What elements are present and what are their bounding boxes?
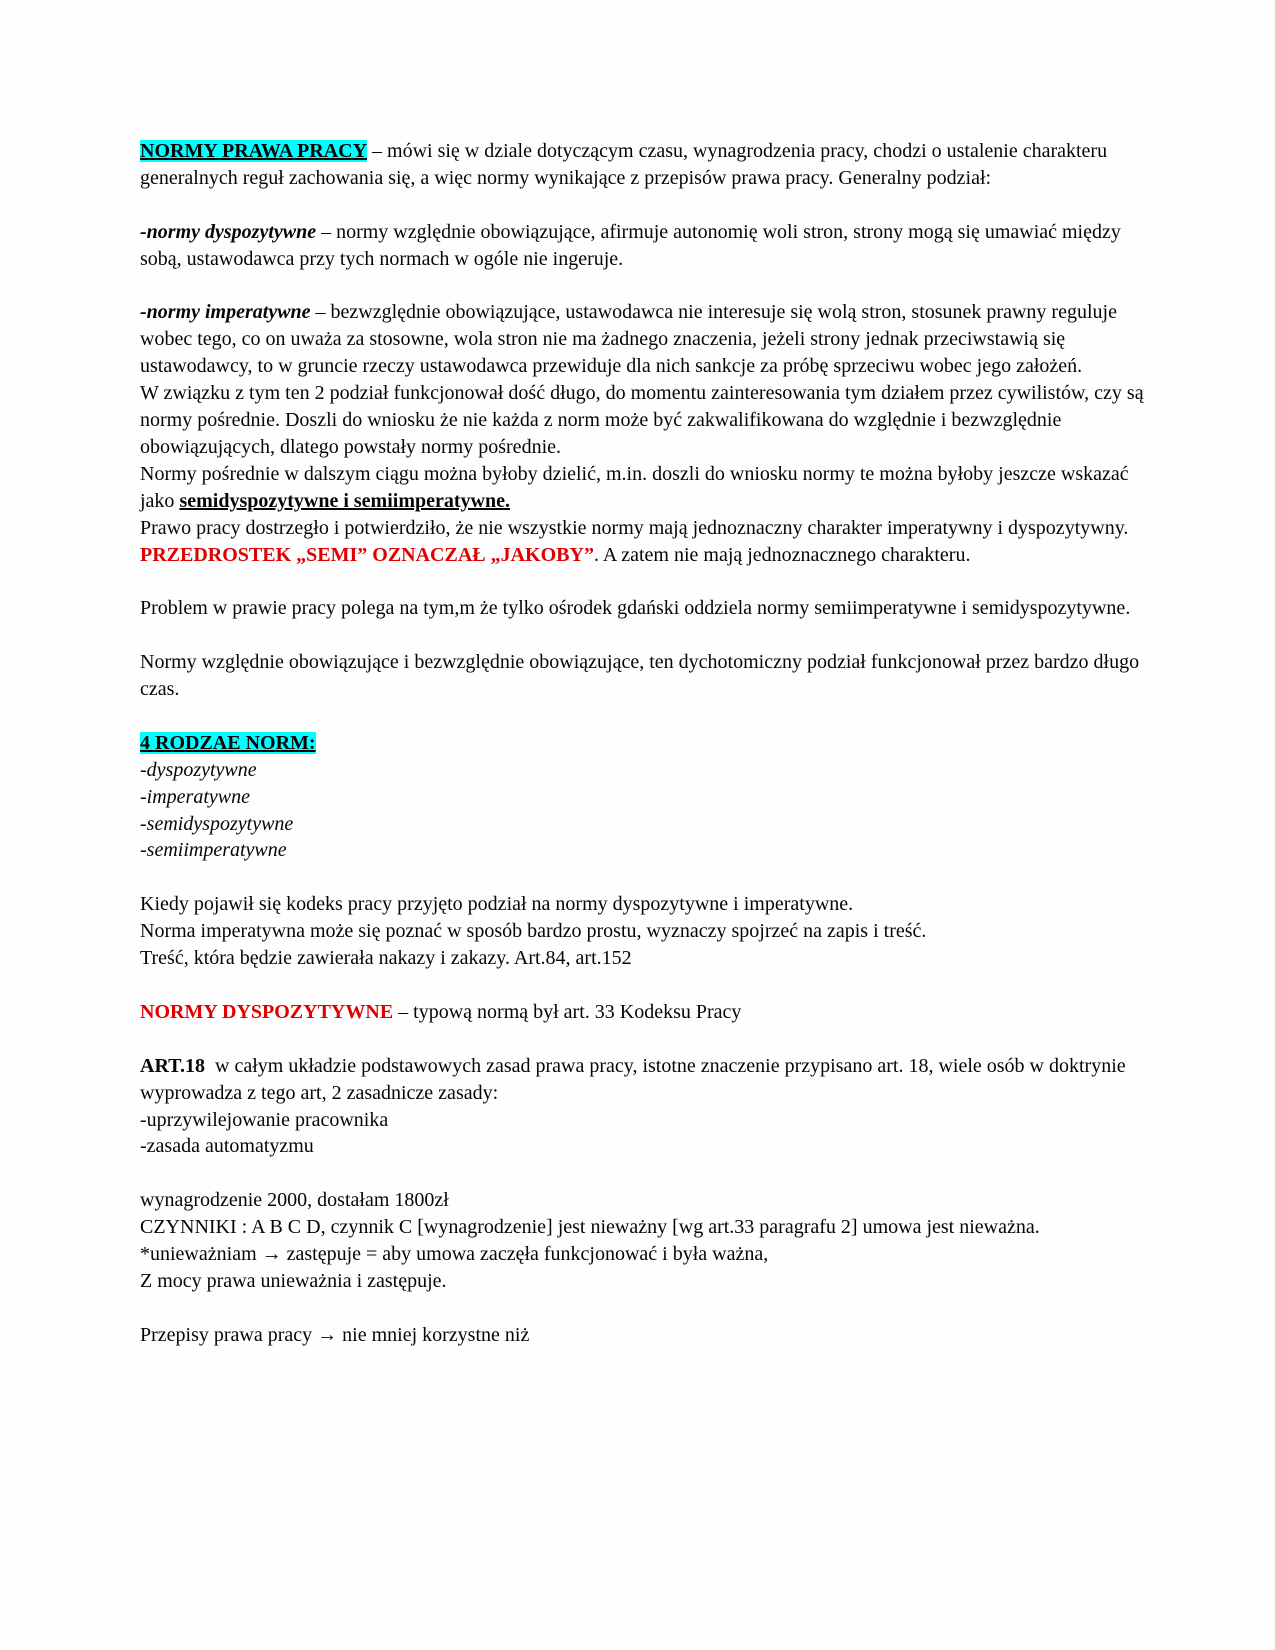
paragraph [140,299,1162,380]
paragraph [140,1322,1162,1349]
paragraph [140,1214,1162,1241]
text-run: CZYNNIKI : A B C D, czynnik C [wynagrodzenie] jest nieważny [wg art.33 paragrafu 2] umowa jest nieważna. [140,1216,1040,1239]
paragraph [140,219,1162,273]
blank-line [140,1160,1162,1187]
text-run: Kiedy pojawił się kodeks pracy przyjęto podział na normy dyspozytywne i imperatywne. [140,893,854,916]
paragraph [140,1241,1162,1268]
paragraph [140,1133,1162,1160]
text-run: Z mocy prawa unieważnia i zastępuje. [140,1269,447,1292]
red-heading: PRZEDROSTEK „SEMI” OZNACZAŁ „JAKOBY” [140,543,594,566]
text-run: Normy względnie obowiązujące i bezwzględnie obowiązujące, ten dychotomiczny podział funkcjonował przez bardzo długo czas. [140,651,1145,701]
paragraph [140,837,1162,864]
paragraph [140,757,1162,784]
blank-line [140,864,1162,891]
text-run: *unieważniam → zastępuje = aby umowa zaczęła funkcjonować i była ważna, [140,1243,769,1266]
text-run: Problem w prawie pracy polega na tym,m że tylko ośrodek gdański oddziela normy semiimperatywne i semidyspozytywne. [140,597,1131,620]
text-run: – mówi się w dziale dotyczącym czasu, wynagrodzenia pracy, chodzi o ustalenie charakteru generalnych reguł zachowania się, a więc normy wynikające z przepisów prawa pracy. Generalny podział: [140,140,1113,189]
blank-line [140,273,1162,300]
blank-line [140,192,1162,219]
text-run: -normy dyspozytywne [140,220,317,243]
highlighted-heading: NORMY PRAWA PRACY [140,140,368,162]
blank-line [140,568,1162,595]
text-run: -semiimperatywne [140,839,287,862]
blank-line [140,622,1162,649]
text-run: w całym układzie podstawowych zasad prawa pracy, istotne znaczenie przypisano art. 18, wiele osób w doktrynie wyprowadza z tego art, 2 zasadnicze zasady: [140,1054,1131,1104]
paragraph [140,595,1162,622]
paragraph [140,811,1162,838]
paragraph [140,1053,1162,1107]
blank-line [140,1295,1162,1322]
text-run: -dyspozytywne [140,758,257,781]
paragraph [140,542,1162,569]
text-run: -imperatywne [140,785,250,808]
text-run: -zasada automatyzmu [140,1135,314,1158]
text-run: ART.18 [140,1054,206,1077]
paragraph [140,999,1162,1026]
paragraph [140,515,1162,542]
paragraph [140,891,1162,918]
text-run: wynagrodzenie 2000, dostałam 1800zł [140,1189,449,1212]
paragraph [140,1268,1162,1295]
paragraph [140,945,1162,972]
document-content [140,138,1162,1349]
text-run: -semidyspozytywne [140,812,294,835]
text-run: Normy pośrednie w dalszym ciągu można byłoby dzielić, m.in. doszli do wniosku normy te można byłoby jeszcze wskazać jako [140,462,1134,512]
paragraph [140,918,1162,945]
text-run: Przepisy prawa pracy → nie mniej korzystne niż [140,1323,530,1346]
blank-line [140,972,1162,999]
blank-line [140,1026,1162,1053]
paragraph [140,461,1162,515]
text-run: -normy imperatywne [140,301,311,324]
paragraph [140,138,1162,192]
paragraph [140,1187,1162,1214]
paragraph [140,784,1162,811]
text-run: Prawo pracy dostrzegło i potwierdziło, że nie wszystkie normy mają jednoznaczny charakter imperatywny i dyspozytywny. [140,516,1129,539]
paragraph [140,1107,1162,1134]
text-run: . A zatem nie mają jednoznacznego charakteru. [593,543,971,566]
paragraph [140,380,1162,461]
text-run: – typową normą był art. 33 Kodeksu Pracy [393,1000,742,1023]
highlighted-heading: 4 RODZAE NORM: [140,731,316,754]
red-heading: NORMY DYSPOZYTYWNE [140,1000,394,1023]
text-run: semidyspozytywne i semiimperatywne. [179,489,510,512]
text-run: – normy względnie obowiązujące, afirmuje autonomię woli stron, strony mogą się umawiać między sobą, ustawodawca przy tych normach w ogóle nie ingeruje. [140,220,1126,270]
text-run: W związku z tym ten 2 podział funkcjonował dość długo, do momentu zainteresowania tym działem przez cywilistów, czy są normy pośrednie. Doszli do wniosku że nie każda z norm może być zakwalifikowana do względnie i bezwzględnie obowiązujących, dlatego powstały normy pośrednie. [140,382,1149,458]
paragraph [140,649,1162,703]
text-run: -uprzywilejowanie pracownika [140,1108,389,1131]
text-run: Norma imperatywna może się poznać w sposób bardzo prostu, wyznaczy spojrzeć na zapis i treść. [140,920,927,943]
blank-line [140,703,1162,730]
text-run: – bezwzględnie obowiązujące, ustawodawca nie interesuje się wolą stron, stosunek prawny reguluje wobec tego, co on uważa za stosowne, wola stron nie ma żadnego znaczenia, jeżeli strony jednak przeciwstawią się ustawodawcy, to w gruncie rzeczy ustawodawca przewiduje dla nich sankcje za próbę sprzeciwu wobec jego założeń. [140,301,1122,378]
paragraph [140,730,1162,757]
text-run: Treść, która będzie zawierała nakazy i zakazy. Art.84, art.152 [140,947,632,970]
